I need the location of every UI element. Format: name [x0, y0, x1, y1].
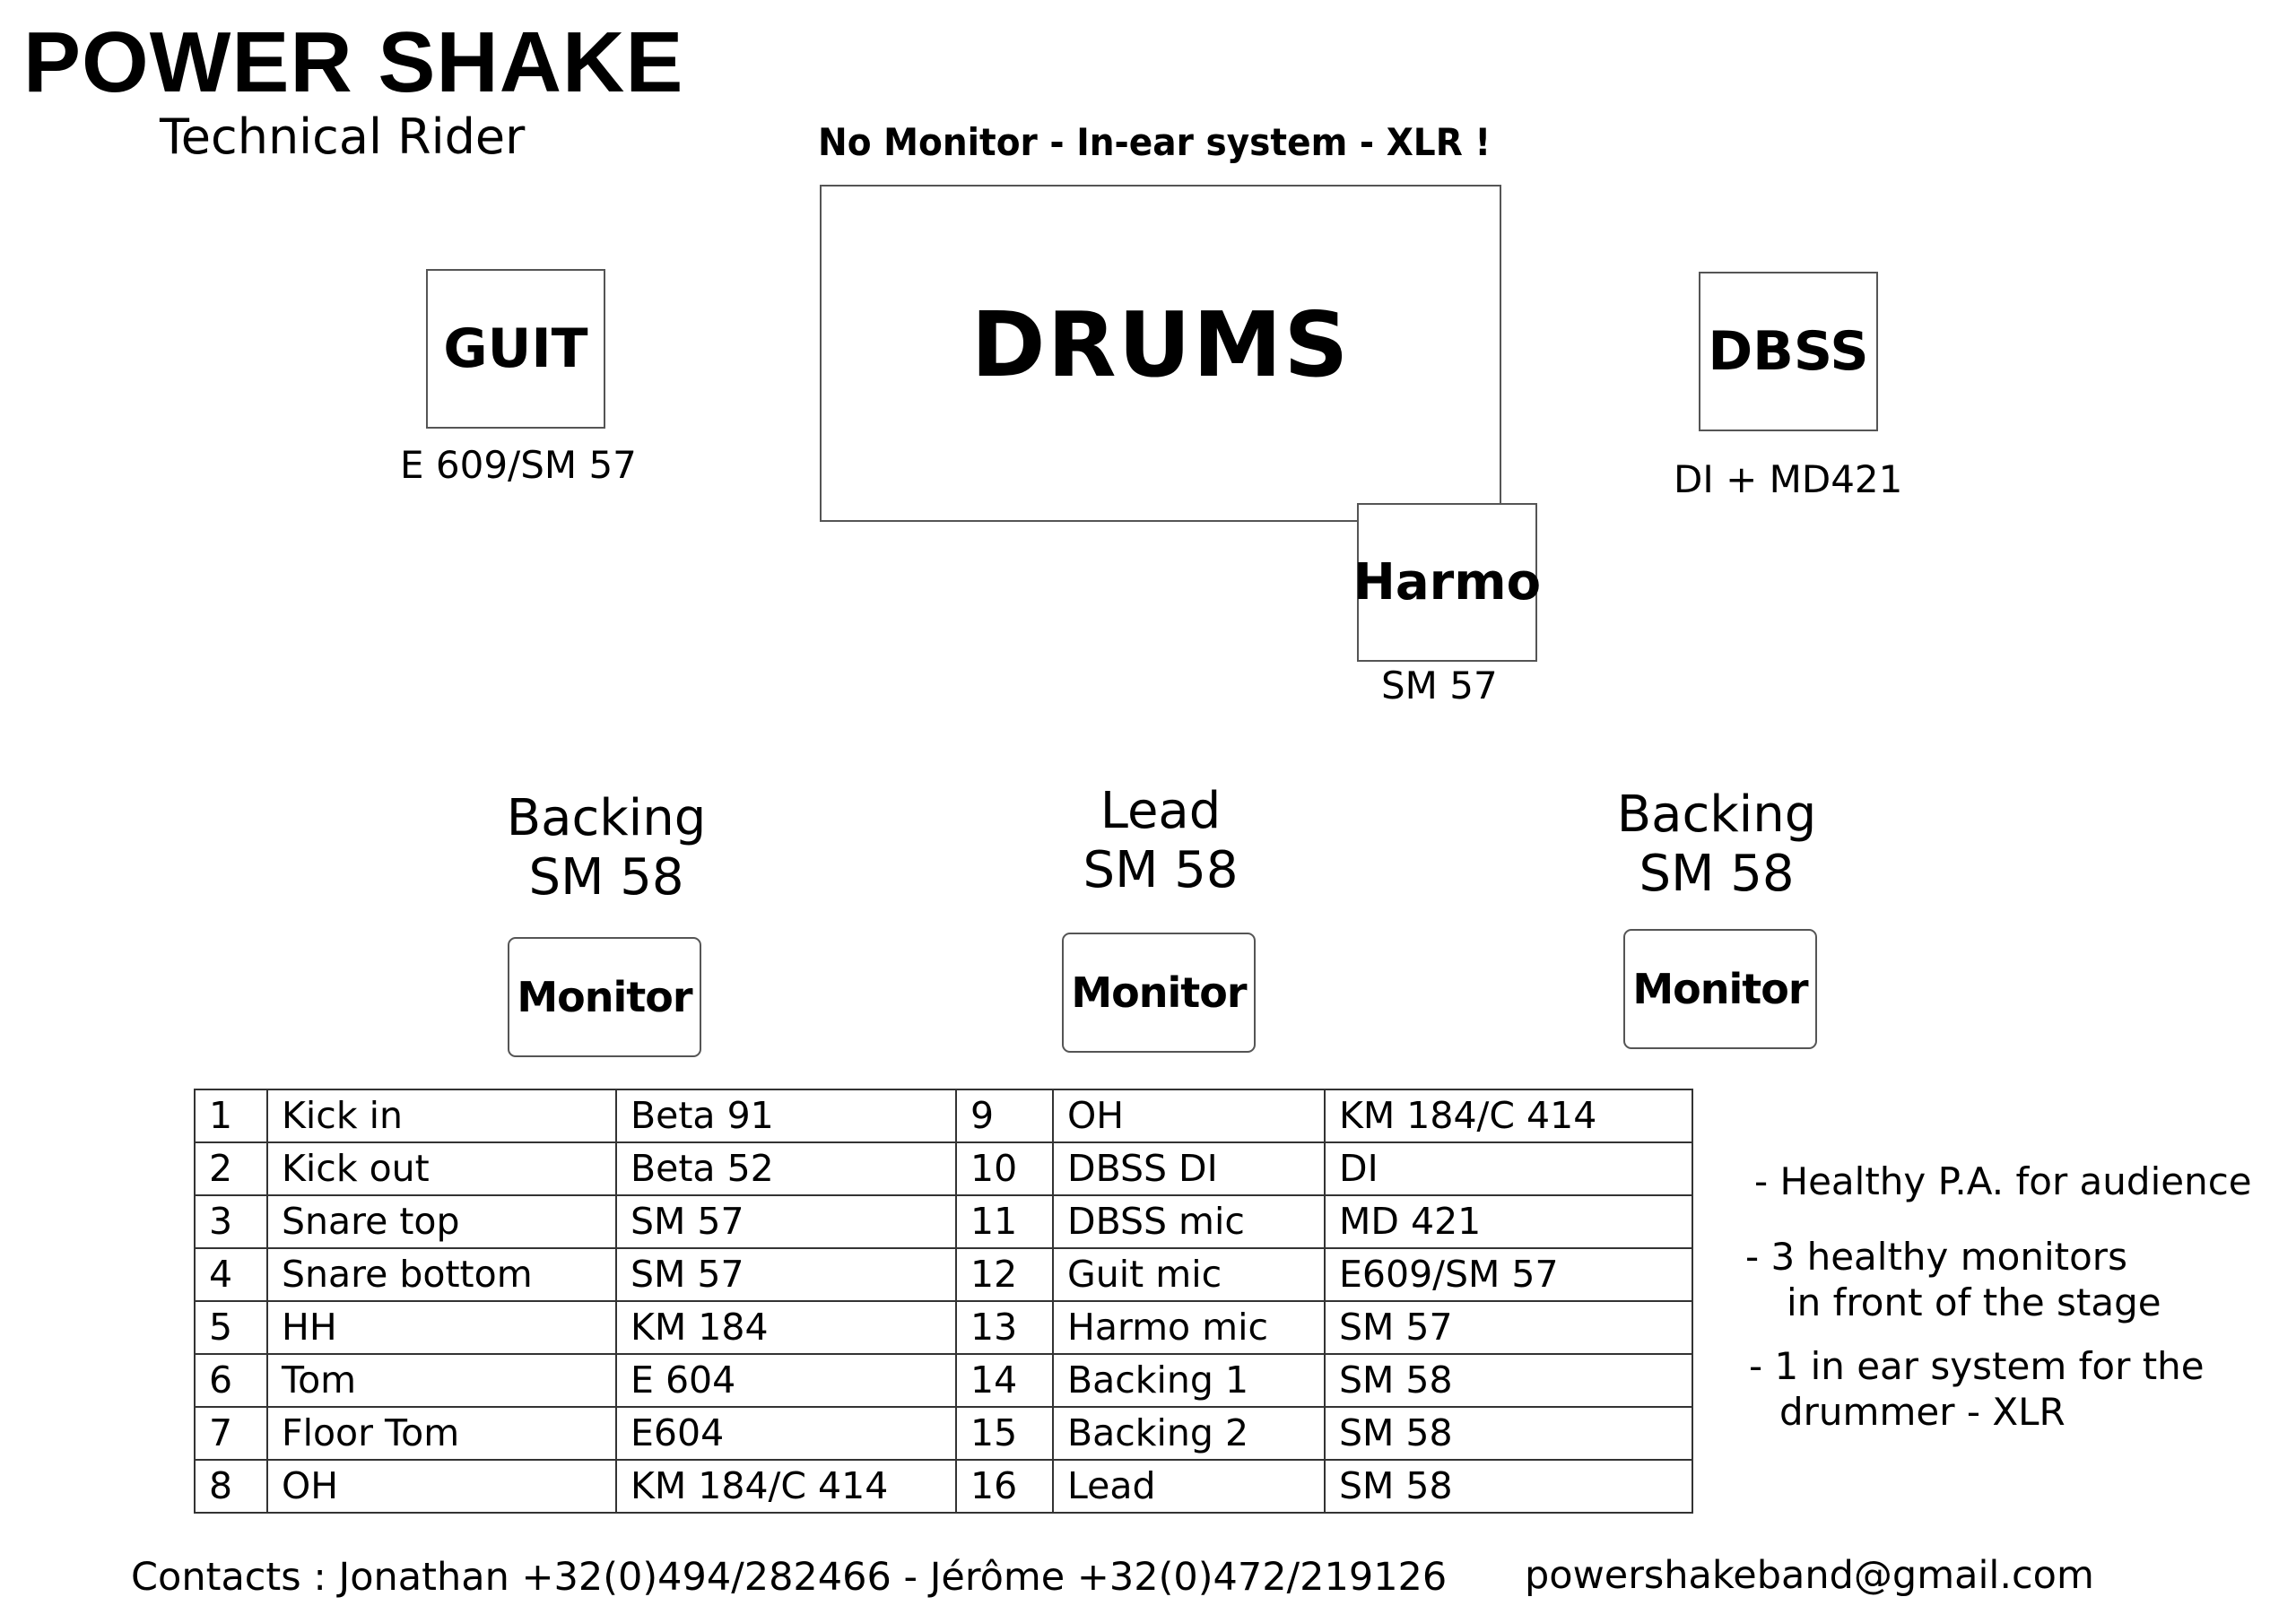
note-monitors	[1745, 1234, 2161, 1325]
table-row	[195, 1354, 1692, 1407]
guitar-mic: E 609/SM 57	[400, 443, 637, 487]
source-name: OH	[1053, 1089, 1325, 1142]
mic-model: DI	[1325, 1142, 1692, 1195]
note-in-ear-line-2: drummer - XLR	[1779, 1390, 2066, 1434]
in-ear-notice: No Monitor - In-ear system - XLR !	[818, 120, 1492, 164]
mic-model: SM 57	[616, 1195, 956, 1248]
guitar-position	[426, 269, 605, 429]
document-subtitle: Technical Rider	[160, 108, 526, 165]
channel-number: 13	[956, 1301, 1053, 1354]
backing-vocal-left	[472, 789, 741, 907]
source-name: Snare bottom	[267, 1248, 616, 1301]
source-name: Backing 1	[1053, 1354, 1325, 1407]
source-name: Kick in	[267, 1089, 616, 1142]
monitor-wedge-center: Monitor	[1062, 933, 1256, 1053]
channel-number: 6	[195, 1354, 267, 1407]
source-name: Tom	[267, 1354, 616, 1407]
mic-model: Beta 52	[616, 1142, 956, 1195]
bass-position	[1699, 272, 1878, 431]
note-in-ear	[1749, 1343, 2205, 1435]
channel-number: 9	[956, 1089, 1053, 1142]
source-name: Guit mic	[1053, 1248, 1325, 1301]
table-row	[195, 1089, 1692, 1142]
contact-email: powershakeband@gmail.com	[1525, 1553, 2094, 1598]
channel-number: 12	[956, 1248, 1053, 1301]
source-name: Backing 2	[1053, 1407, 1325, 1460]
channel-number: 11	[956, 1195, 1053, 1248]
source-name: Kick out	[267, 1142, 616, 1195]
table-row	[195, 1301, 1692, 1354]
vocal-role: Backing	[506, 789, 707, 847]
source-name: Harmo mic	[1053, 1301, 1325, 1354]
mic-model: E604	[616, 1407, 956, 1460]
table-row	[195, 1248, 1692, 1301]
bass-label: DBSS	[1708, 320, 1869, 383]
source-name: Floor Tom	[267, 1407, 616, 1460]
vocal-mic: SM 58	[528, 847, 684, 907]
harmonica-mic: SM 57	[1381, 664, 1498, 707]
source-name: Snare top	[267, 1195, 616, 1248]
vocal-mic: SM 58	[1083, 840, 1239, 899]
source-name: Lead	[1053, 1460, 1325, 1513]
channel-number: 5	[195, 1301, 267, 1354]
table-row	[195, 1195, 1692, 1248]
mic-model: KM 184	[616, 1301, 956, 1354]
mic-model: SM 58	[1325, 1354, 1692, 1407]
channel-number: 4	[195, 1248, 267, 1301]
channel-number: 8	[195, 1460, 267, 1513]
lead-vocal	[1026, 782, 1295, 899]
mic-model: MD 421	[1325, 1195, 1692, 1248]
note-pa: - Healthy P.A. for audience	[1754, 1159, 2252, 1203]
mic-model: SM 57	[616, 1248, 956, 1301]
note-in-ear-line-1: - 1 in ear system for the	[1749, 1344, 2205, 1388]
channel-number: 16	[956, 1460, 1053, 1513]
mic-model: Beta 91	[616, 1089, 956, 1142]
guitar-label: GUIT	[443, 317, 588, 380]
mic-model: KM 184/C 414	[616, 1460, 956, 1513]
band-name: POWER SHAKE	[23, 14, 684, 110]
note-monitors-line-2: in front of the stage	[1787, 1280, 2161, 1324]
input-list-table	[194, 1089, 1693, 1514]
channel-number: 7	[195, 1407, 267, 1460]
channel-number: 10	[956, 1142, 1053, 1195]
bass-mic: DI + MD421	[1674, 457, 1903, 501]
table-row	[195, 1142, 1692, 1195]
monitor-wedge-left: Monitor	[508, 937, 701, 1057]
table-row	[195, 1407, 1692, 1460]
backing-vocal-right	[1582, 785, 1851, 903]
source-name: DBSS DI	[1053, 1142, 1325, 1195]
channel-number: 14	[956, 1354, 1053, 1407]
vocal-role: Backing	[1616, 785, 1817, 844]
source-name: OH	[267, 1460, 616, 1513]
monitor-wedge-right: Monitor	[1623, 929, 1817, 1049]
source-name: HH	[267, 1301, 616, 1354]
harmonica-label: Harmo	[1352, 553, 1542, 612]
contacts-line: Contacts : Jonathan +32(0)494/282466 - Jérôme +32(0)472/219126	[131, 1555, 1448, 1600]
channel-number: 1	[195, 1089, 267, 1142]
channel-number: 3	[195, 1195, 267, 1248]
channel-number: 15	[956, 1407, 1053, 1460]
mic-model: KM 184/C 414	[1325, 1089, 1692, 1142]
source-name: DBSS mic	[1053, 1195, 1325, 1248]
mic-model: SM 58	[1325, 1407, 1692, 1460]
mic-model: SM 57	[1325, 1301, 1692, 1354]
mic-model: SM 58	[1325, 1460, 1692, 1513]
drums-position	[820, 185, 1501, 522]
mic-model: E 604	[616, 1354, 956, 1407]
mic-model: E609/SM 57	[1325, 1248, 1692, 1301]
drums-label: DRUMS	[970, 291, 1351, 397]
note-monitors-line-1: - 3 healthy monitors	[1745, 1235, 2127, 1279]
vocal-mic: SM 58	[1639, 844, 1795, 903]
channel-number: 2	[195, 1142, 267, 1195]
harmonica-position	[1352, 503, 1542, 662]
vocal-role: Lead	[1100, 782, 1222, 840]
table-row	[195, 1460, 1692, 1513]
